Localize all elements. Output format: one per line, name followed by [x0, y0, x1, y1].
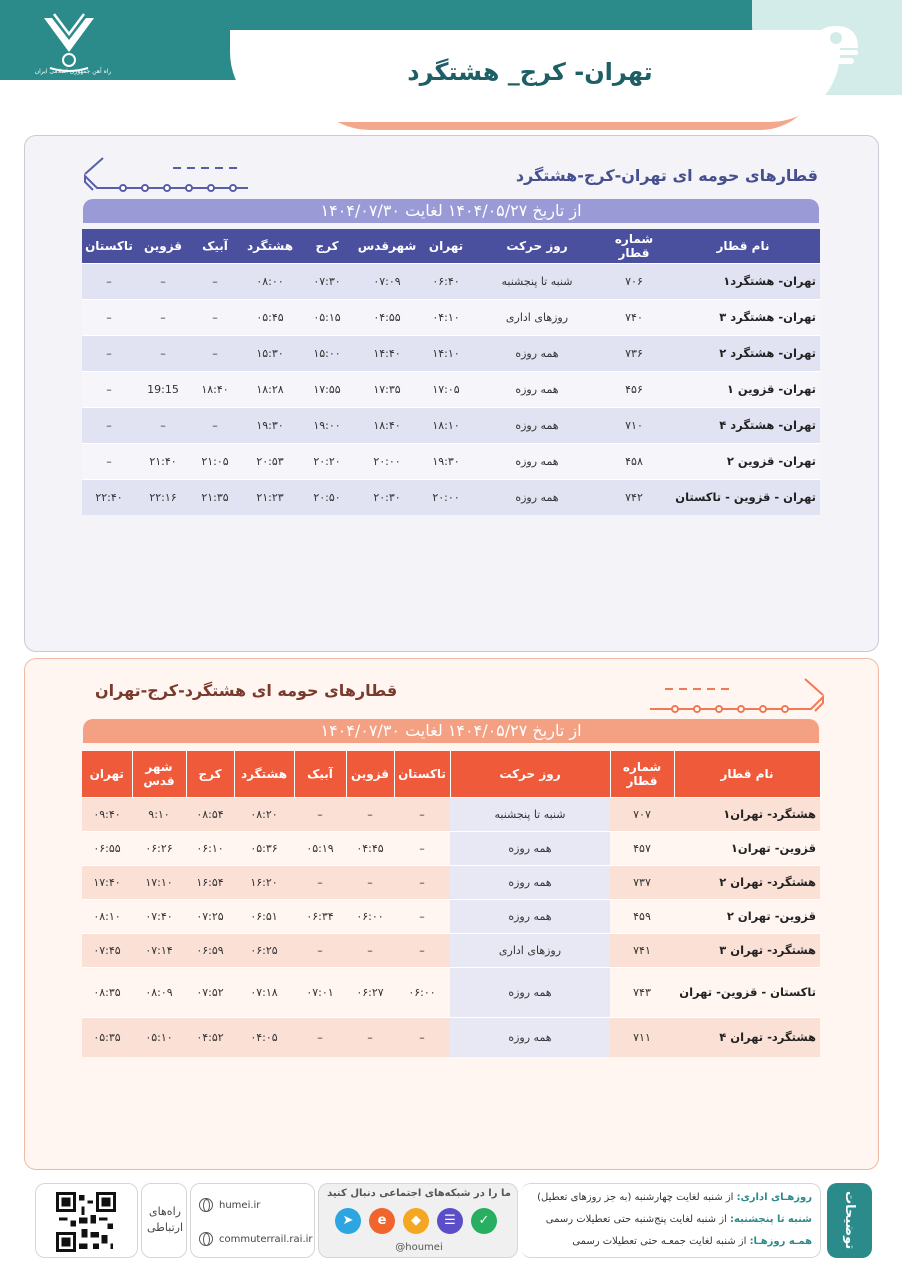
table-cell: روزهای اداری: [450, 933, 610, 967]
table-cell: ۰۸:۵۴: [186, 797, 234, 831]
globe-icon: [199, 1232, 213, 1246]
column-header: کرج: [186, 751, 234, 797]
table-cell: ۱۹:۳۰: [420, 443, 472, 479]
column-header: شهر قدس: [132, 751, 186, 797]
rail-track-decoration-icon: [645, 675, 825, 715]
table-cell: ۰۶:۲۶: [132, 831, 186, 865]
table-cell: ۷۳۶: [602, 335, 666, 371]
table-cell: ۰۶:۴۰: [420, 263, 472, 299]
table-cell: ۱۸:۴۰: [354, 407, 420, 443]
social-icons-row: [335, 1208, 497, 1234]
table-cell: –: [294, 797, 346, 831]
website-url: commuterrail.rai.ir: [219, 1233, 313, 1245]
table-cell: ۰۶:۵۹: [186, 933, 234, 967]
table-cell: همه روزه: [450, 899, 610, 933]
table-cell: ۰۸:۲۰: [234, 797, 294, 831]
table-cell: ۷۴۳: [610, 967, 674, 1017]
outbound-header-row: [82, 229, 820, 263]
notes-tag: توضیحات: [827, 1183, 872, 1258]
column-header: آبیک: [190, 229, 240, 263]
note-key: شنبه تا پنجشنبه:: [730, 1214, 812, 1225]
rubika-icon[interactable]: ◆: [403, 1208, 429, 1234]
outbound-section-title: قطارهای حومه ای تهران-کرج-هشتگرد: [515, 166, 818, 185]
table-row: [82, 335, 820, 371]
table-cell: ۱۹:۰۰: [300, 407, 354, 443]
column-header: هشتگرد: [240, 229, 300, 263]
contact-ways-label: راه‌های ارتباطی: [146, 1205, 184, 1234]
table-cell: ۰۵:۴۵: [240, 299, 300, 335]
column-header: روز حرکت: [450, 751, 610, 797]
table-cell: ۲۰:۰۰: [354, 443, 420, 479]
table-cell: ۰۴:۵۲: [186, 1017, 234, 1057]
table-cell: همه روزه: [450, 831, 610, 865]
note-sat-thu: [546, 1214, 812, 1225]
social-media-box: [318, 1183, 518, 1258]
table-cell: ۴۵۸: [602, 443, 666, 479]
table-cell: ۰۵:۱۵: [300, 299, 354, 335]
table-cell: ۱۸:۱۰: [420, 407, 472, 443]
table-cell: ۲۰:۵۰: [300, 479, 354, 515]
table-cell: ۴۵۷: [610, 831, 674, 865]
train-name-cell: تهران- هشتگرد۱: [666, 263, 820, 299]
column-header: شهرقدس: [354, 229, 420, 263]
train-name-cell: تاکستان - قزوین- تهران: [674, 967, 820, 1017]
inbound-schedule-panel: [24, 658, 879, 1170]
website-link-humei[interactable]: [199, 1198, 260, 1212]
table-cell: ۴۵۶: [602, 371, 666, 407]
table-cell: ۷۴۰: [602, 299, 666, 335]
table-cell: ۰۸:۳۵: [82, 967, 132, 1017]
qr-code-box: [35, 1183, 138, 1258]
table-cell: ۹:۱۰: [132, 797, 186, 831]
table-cell: ۰۷:۰۹: [354, 263, 420, 299]
notes-box: [521, 1183, 821, 1258]
table-cell: ۰۶:۱۰: [186, 831, 234, 865]
table-cell: –: [394, 797, 450, 831]
table-cell: همه روزه: [472, 371, 602, 407]
table-cell: ۰۷:۰۱: [294, 967, 346, 1017]
table-cell: ۱۶:۲۰: [234, 865, 294, 899]
table-cell: ۰۷:۱۸: [234, 967, 294, 1017]
table-cell: شنبه تا پنجشنبه: [472, 263, 602, 299]
column-header: هشتگرد: [234, 751, 294, 797]
table-cell: ۱۵:۰۰: [300, 335, 354, 371]
footer: [35, 1183, 880, 1258]
table-cell: ۰۹:۴۰: [82, 797, 132, 831]
rai-logo-caption: راه آهن جمهوری اسلامی ایران: [34, 68, 112, 75]
column-header: قزوین: [136, 229, 190, 263]
table-row: [82, 1017, 820, 1057]
page-title: تهران- کرج_ هشتگرد: [407, 58, 653, 86]
note-every-day: [572, 1236, 812, 1247]
table-cell: ۰۸:۱۰: [82, 899, 132, 933]
table-cell: ۱۶:۵۴: [186, 865, 234, 899]
column-header: قزوین: [346, 751, 394, 797]
table-cell: ۰۴:۱۰: [420, 299, 472, 335]
table-cell: ۰۵:۱۹: [294, 831, 346, 865]
table-cell: ۱۹:۳۰: [240, 407, 300, 443]
table-cell: ۰۶:۰۰: [346, 899, 394, 933]
table-cell: ۲۱:۴۰: [136, 443, 190, 479]
table-row: [82, 263, 820, 299]
table-cell: ۰۵:۱۰: [132, 1017, 186, 1057]
table-row: [82, 899, 820, 933]
table-cell: –: [136, 299, 190, 335]
table-cell: ۷۴۲: [602, 479, 666, 515]
qr-code-icon[interactable]: [56, 1192, 116, 1252]
table-cell: ۱۴:۴۰: [354, 335, 420, 371]
table-cell: ۱۸:۴۰: [190, 371, 240, 407]
column-header: شماره قطار: [610, 751, 674, 797]
table-cell: ۱۷:۵۵: [300, 371, 354, 407]
table-cell: ۰۸:۰۹: [132, 967, 186, 1017]
table-cell: –: [394, 933, 450, 967]
social-handle: @houmei: [395, 1242, 443, 1253]
train-name-cell: تهران- قزوین ۲: [666, 443, 820, 479]
table-cell: –: [394, 899, 450, 933]
inbound-header-row: [82, 751, 820, 797]
table-cell: –: [136, 407, 190, 443]
table-cell: –: [190, 335, 240, 371]
table-cell: ۲۲:۴۰: [82, 479, 136, 515]
table-cell: –: [82, 371, 136, 407]
table-row: [82, 479, 820, 515]
table-cell: ۰۶:۲۷: [346, 967, 394, 1017]
train-name-cell: تهران- هشتگرد ۲: [666, 335, 820, 371]
table-row: [82, 831, 820, 865]
column-header: تاکستان: [82, 229, 136, 263]
note-key: روزهـای اداری:: [736, 1192, 812, 1203]
table-cell: ۰۶:۵۵: [82, 831, 132, 865]
table-cell: همه روزه: [450, 967, 610, 1017]
rail-track-decoration-icon: [83, 154, 253, 194]
table-row: [82, 371, 820, 407]
table-cell: همه روزه: [472, 407, 602, 443]
column-header: نام قطار: [666, 229, 820, 263]
train-name-cell: تهران - قزوین - تاکستان: [666, 479, 820, 515]
train-name-cell: تهران- قزوین ۱: [666, 371, 820, 407]
table-cell: –: [136, 263, 190, 299]
table-cell: ۰۶:۰۰: [394, 967, 450, 1017]
inbound-section-title: قطارهای حومه ای هشتگرد-کرج-تهران: [95, 681, 398, 700]
contact-ways-box: [141, 1183, 187, 1258]
train-name-cell: هشتگرد- تهران ۳: [674, 933, 820, 967]
table-cell: –: [294, 865, 346, 899]
table-cell: –: [82, 299, 136, 335]
table-cell: –: [136, 335, 190, 371]
table-cell: ۷۱۱: [610, 1017, 674, 1057]
table-cell: همه روزه: [450, 865, 610, 899]
table-cell: –: [190, 299, 240, 335]
table-row: [82, 443, 820, 479]
social-caption: ما را در شبکه‌های اجتماعی دنبال کنید: [327, 1188, 511, 1199]
table-cell: ۱۴:۱۰: [420, 335, 472, 371]
table-cell: ۷۱۰: [602, 407, 666, 443]
column-header: نام قطار: [674, 751, 820, 797]
table-cell: ۰۷:۵۲: [186, 967, 234, 1017]
table-cell: ۰۷:۴۵: [82, 933, 132, 967]
telegram-icon[interactable]: ➤: [335, 1208, 361, 1234]
table-cell: –: [82, 263, 136, 299]
note-value: از شنبه لغایت پنج‌شنبه حتی تعطیلات رسمی: [545, 1214, 731, 1225]
table-cell: ۲۲:۱۶: [136, 479, 190, 515]
inbound-timetable: [82, 751, 821, 1057]
table-cell: ۰۵:۳۶: [234, 831, 294, 865]
table-cell: ۱۷:۰۵: [420, 371, 472, 407]
table-cell: ۰۶:۳۴: [294, 899, 346, 933]
train-name-cell: قزوین- تهران ۲: [674, 899, 820, 933]
table-cell: ۰۶:۵۱: [234, 899, 294, 933]
table-cell: –: [190, 263, 240, 299]
table-cell: –: [346, 1017, 394, 1057]
train-name-cell: تهران- هشتگرد ۳: [666, 299, 820, 335]
table-cell: روزهای اداری: [472, 299, 602, 335]
bale-icon[interactable]: ☰: [437, 1208, 463, 1234]
table-cell: شنبه تا پنجشنبه: [450, 797, 610, 831]
note-key: همـه روزهـا:: [749, 1236, 812, 1247]
table-cell: 19:15: [136, 371, 190, 407]
table-cell: ۷۳۷: [610, 865, 674, 899]
houmei-logo-icon: [808, 18, 864, 74]
note-value: از شنبه لغایت جمعـه حتی تعطیلات رسمی: [572, 1236, 750, 1247]
table-cell: ۰۷:۲۵: [186, 899, 234, 933]
rai-logo-icon: [40, 12, 98, 74]
table-cell: –: [346, 797, 394, 831]
table-cell: ۲۰:۰۰: [420, 479, 472, 515]
table-cell: ۰۴:۰۵: [234, 1017, 294, 1057]
table-cell: ۰۸:۰۰: [240, 263, 300, 299]
column-header: روز حرکت: [472, 229, 602, 263]
train-name-cell: هشتگرد- تهران ۴: [674, 1017, 820, 1057]
table-cell: ۰۷:۳۰: [300, 263, 354, 299]
globe-icon: [199, 1198, 213, 1212]
soroush-icon[interactable]: ✓: [471, 1208, 497, 1234]
table-cell: –: [82, 335, 136, 371]
table-cell: ۰۷:۱۴: [132, 933, 186, 967]
train-name-cell: قزوین- تهران۱: [674, 831, 820, 865]
table-cell: ۲۰:۵۳: [240, 443, 300, 479]
table-cell: –: [394, 1017, 450, 1057]
table-row: [82, 407, 820, 443]
website-url: humei.ir: [219, 1199, 261, 1211]
table-row: [82, 933, 820, 967]
table-cell: ۷۴۱: [610, 933, 674, 967]
table-cell: –: [294, 933, 346, 967]
website-link-commuterrail[interactable]: [199, 1232, 313, 1246]
table-cell: –: [82, 407, 136, 443]
column-header: تهران: [82, 751, 132, 797]
table-cell: ۴۵۹: [610, 899, 674, 933]
table-cell: ۲۱:۲۳: [240, 479, 300, 515]
column-header: آبیک: [294, 751, 346, 797]
table-cell: –: [346, 865, 394, 899]
table-cell: –: [82, 443, 136, 479]
note-office-days: [537, 1192, 812, 1203]
inbound-date-range: از تاریخ ۱۴۰۴/۰۵/۲۷ لغایت ۱۴۰۴/۰۷/۳۰: [83, 719, 819, 743]
table-cell: همه روزه: [472, 479, 602, 515]
train-name-cell: هشتگرد- تهران۱: [674, 797, 820, 831]
table-cell: ۱۷:۱۰: [132, 865, 186, 899]
table-row: [82, 797, 820, 831]
table-cell: ۰۶:۲۵: [234, 933, 294, 967]
table-cell: ۲۱:۳۵: [190, 479, 240, 515]
table-cell: ۱۸:۲۸: [240, 371, 300, 407]
outbound-date-range: از تاریخ ۱۴۰۴/۰۵/۲۷ لغایت ۱۴۰۴/۰۷/۳۰: [83, 199, 819, 223]
table-cell: ۲۰:۲۰: [300, 443, 354, 479]
table-cell: –: [346, 933, 394, 967]
eitaa-icon[interactable]: e: [369, 1208, 395, 1234]
table-cell: ۱۷:۴۰: [82, 865, 132, 899]
table-cell: ۰۵:۳۵: [82, 1017, 132, 1057]
table-row: [82, 967, 820, 1017]
column-header: کرج: [300, 229, 354, 263]
table-row: [82, 299, 820, 335]
table-cell: –: [190, 407, 240, 443]
train-name-cell: هشتگرد- تهران ۲: [674, 865, 820, 899]
table-cell: ۲۰:۳۰: [354, 479, 420, 515]
websites-box: [190, 1183, 315, 1258]
train-name-cell: تهران- هشتگرد ۴: [666, 407, 820, 443]
column-header: شماره قطار: [602, 229, 666, 263]
table-cell: ۷۰۶: [602, 263, 666, 299]
table-cell: همه روزه: [472, 443, 602, 479]
table-row: [82, 865, 820, 899]
column-header: تاکستان: [394, 751, 450, 797]
outbound-schedule-panel: [24, 135, 879, 652]
table-cell: –: [294, 1017, 346, 1057]
outbound-timetable: [82, 229, 820, 515]
table-cell: ۷۰۷: [610, 797, 674, 831]
table-cell: ۲۱:۰۵: [190, 443, 240, 479]
table-cell: همه روزه: [450, 1017, 610, 1057]
column-header: تهران: [420, 229, 472, 263]
table-cell: ۱۵:۳۰: [240, 335, 300, 371]
table-cell: ۱۷:۳۵: [354, 371, 420, 407]
table-cell: ۰۷:۴۰: [132, 899, 186, 933]
table-cell: ۰۴:۵۵: [354, 299, 420, 335]
table-cell: –: [394, 831, 450, 865]
table-cell: همه روزه: [472, 335, 602, 371]
note-value: از شنبه لغایت چهارشنبه (به جز روزهای تعطیل): [537, 1192, 737, 1203]
table-cell: ۰۴:۴۵: [346, 831, 394, 865]
table-cell: –: [394, 865, 450, 899]
